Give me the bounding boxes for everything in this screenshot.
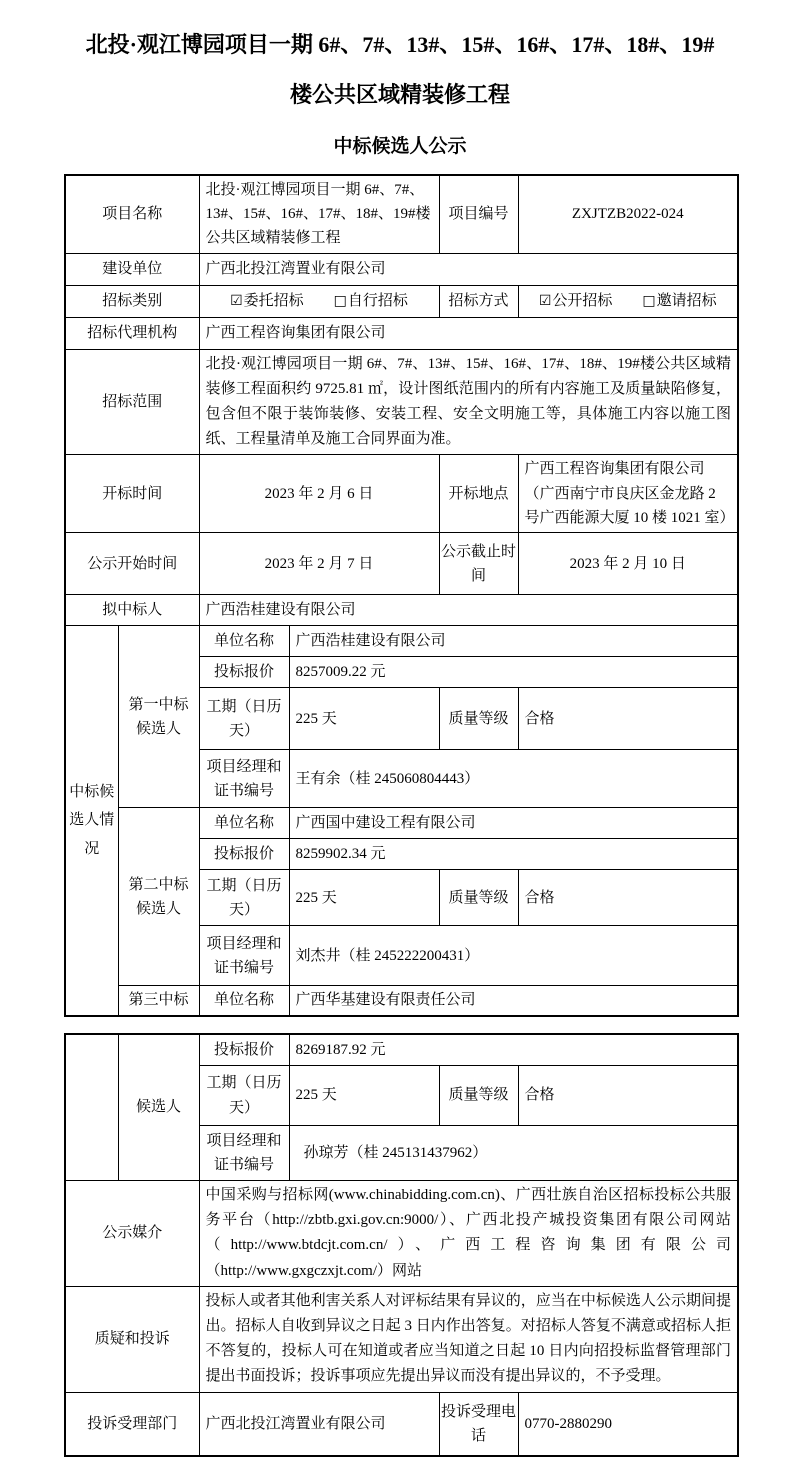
document-title <box>0 0 800 158</box>
title-line-1: 北投·观江博园项目一期 6#、7#、13#、15#、16#、17#、18#、19# <box>85 32 715 57</box>
scope-value: 北投·观江博园项目一期 6#、7#、13#、15#、16#、17#、18#、19#楼公共区域精装修工程面积约 9725.81 ㎡，设计图纸范围内的所有内容施工及质量缺陷修复，包含但不限于装饰装修、安装工程、安全文明施工等，具体施工内容以施工图纸、工程量清单及施工合同界面为准。 <box>199 349 738 455</box>
proposed-winner-label: 拟中标人 <box>65 595 199 626</box>
quality-label: 质量等级 <box>439 1066 518 1126</box>
candidate-3-rank-label-part2: 候选人 <box>118 1034 199 1181</box>
agency-label: 招标代理机构 <box>65 317 199 349</box>
bid-category-option-label: 委托招标 <box>243 293 304 310</box>
main-info-table <box>64 174 739 1017</box>
publicity-start-value: 2023 年 2 月 7 日 <box>199 533 439 595</box>
candidate-3-unit-value: 广西华基建设有限责任公司 <box>289 986 738 1016</box>
bid-category-option-entrusted <box>230 289 304 313</box>
candidates-section-spacer <box>65 1034 118 1181</box>
candidate-1-duration-value: 225 天 <box>289 688 439 750</box>
continuation-table <box>64 1033 739 1457</box>
unchecked-checkbox-icon: □ <box>642 293 656 310</box>
bid-method-option-public <box>539 289 613 313</box>
project-no-value: ZXJTZB2022-024 <box>518 175 738 253</box>
bid-category-option-label: 自行招标 <box>347 293 408 310</box>
candidate-1-rank-label: 第一中标候选人 <box>118 626 199 808</box>
title-line-3: 中标候选人公示 <box>333 135 467 157</box>
open-place-label: 开标地点 <box>439 455 518 533</box>
open-place-value: 广西工程咨询集团有限公司（广西南宁市良庆区金龙路 2 号广西能源大厦 10 楼 1021 室） <box>518 455 738 533</box>
unit-name-label: 单位名称 <box>199 986 289 1016</box>
candidate-3-quality-value: 合格 <box>518 1066 738 1126</box>
complaint-dept-value: 广西北投江湾置业有限公司 <box>199 1392 439 1456</box>
candidate-2-unit-value: 广西国中建设工程有限公司 <box>289 808 738 839</box>
agency-value: 广西工程咨询集团有限公司 <box>199 317 738 349</box>
open-time-value: 2023 年 2 月 6 日 <box>199 455 439 533</box>
candidate-1-unit-value: 广西浩桂建设有限公司 <box>289 626 738 657</box>
publicity-end-value: 2023 年 2 月 10 日 <box>518 533 738 595</box>
complaint-phone-label: 投诉受理电话 <box>439 1392 518 1456</box>
objection-value: 投标人或者其他利害关系人对评标结果有异议的，应当在中标候选人公示期间提出。招标人自收到异议之日起 3 日内作出答复。对招标人答复不满意或招标人拒不答复的，投标人可在知道或者应当知道之日起 10 日内向招投标监督管理部门提出书面投诉；投诉事项应先提出异议而没有提出异议的，不予受理。 <box>199 1286 738 1392</box>
project-no-label: 项目编号 <box>439 175 518 253</box>
complaint-dept-label: 投诉受理部门 <box>65 1392 199 1456</box>
candidate-2-quality-value: 合格 <box>518 870 738 926</box>
bid-method-option-label: 公开招标 <box>552 293 613 310</box>
bid-method-label: 招标方式 <box>439 285 518 317</box>
candidate-3-manager-value: 孙琼芳（桂 245131437962） <box>289 1126 738 1181</box>
media-label: 公示媒介 <box>65 1181 199 1287</box>
candidate-1-manager-value: 王有余（桂 245060804443） <box>289 750 738 808</box>
duration-label: 工期（日历天） <box>199 870 289 926</box>
title-line-2: 楼公共区域精装修工程 <box>289 82 510 108</box>
manager-label: 项目经理和证书编号 <box>199 750 289 808</box>
unit-name-label: 单位名称 <box>199 626 289 657</box>
manager-label: 项目经理和证书编号 <box>199 1126 289 1181</box>
checked-checkbox-icon: ☑ <box>538 293 552 310</box>
bid-price-label: 投标报价 <box>199 1034 289 1066</box>
proposed-winner-value: 广西浩桂建设有限公司 <box>199 595 738 626</box>
project-name-label: 项目名称 <box>65 175 199 253</box>
quality-label: 质量等级 <box>439 688 518 750</box>
objection-label: 质疑和投诉 <box>65 1286 199 1392</box>
bid-price-label: 投标报价 <box>199 657 289 688</box>
candidate-2-price-value: 8259902.34 元 <box>289 839 738 870</box>
scope-label: 招标范围 <box>65 349 199 455</box>
candidate-3-duration-value: 225 天 <box>289 1066 439 1126</box>
candidate-3-price-value: 8269187.92 元 <box>289 1034 738 1066</box>
candidate-2-duration-value: 225 天 <box>289 870 439 926</box>
unit-name-label: 单位名称 <box>199 808 289 839</box>
checked-checkbox-icon: ☑ <box>230 293 243 310</box>
candidate-2-rank-label: 第二中标候选人 <box>118 808 199 986</box>
bid-category-option-self <box>334 289 408 313</box>
quality-label: 质量等级 <box>439 870 518 926</box>
unchecked-checkbox-icon: □ <box>333 293 347 310</box>
candidates-section-label: 中标候选人情况 <box>65 626 118 1016</box>
manager-label: 项目经理和证书编号 <box>199 926 289 986</box>
candidate-3-rank-label-part1: 第三中标 <box>118 986 199 1016</box>
owner-value: 广西北投江湾置业有限公司 <box>199 253 738 285</box>
publicity-start-label: 公示开始时间 <box>65 533 199 595</box>
bid-method-option-invite <box>642 289 716 313</box>
bid-method-options <box>518 285 738 317</box>
bid-category-options <box>199 285 439 317</box>
duration-label: 工期（日历天） <box>199 688 289 750</box>
duration-label: 工期（日历天） <box>199 1066 289 1126</box>
candidate-1-price-value: 8257009.22 元 <box>289 657 738 688</box>
project-name-value: 北投·观江博园项目一期 6#、7#、13#、15#、16#、17#、18#、19#楼公共区域精装修工程 <box>199 175 439 253</box>
bid-category-label: 招标类别 <box>65 285 199 317</box>
candidate-1-quality-value: 合格 <box>518 688 738 750</box>
bid-method-option-label: 邀请招标 <box>656 293 717 310</box>
media-value: 中国采购与招标网(www.chinabidding.com.cn)、广西壮族自治区招标投标公共服务平台（http://zbtb.gxi.gov.cn:9000/）、广西北投产城投资集团有限公司网站（http://www.btdcjt.com.cn/）、广西工程咨询集团有限公司（http://www.gxgczxjt.com/）网站 <box>199 1181 738 1287</box>
publicity-end-label: 公示截止时间 <box>439 533 518 595</box>
complaint-phone-value: 0770-2880290 <box>518 1392 738 1456</box>
open-time-label: 开标时间 <box>65 455 199 533</box>
owner-label: 建设单位 <box>65 253 199 285</box>
candidate-2-manager-value: 刘杰井（桂 245222200431） <box>289 926 738 986</box>
bid-price-label: 投标报价 <box>199 839 289 870</box>
